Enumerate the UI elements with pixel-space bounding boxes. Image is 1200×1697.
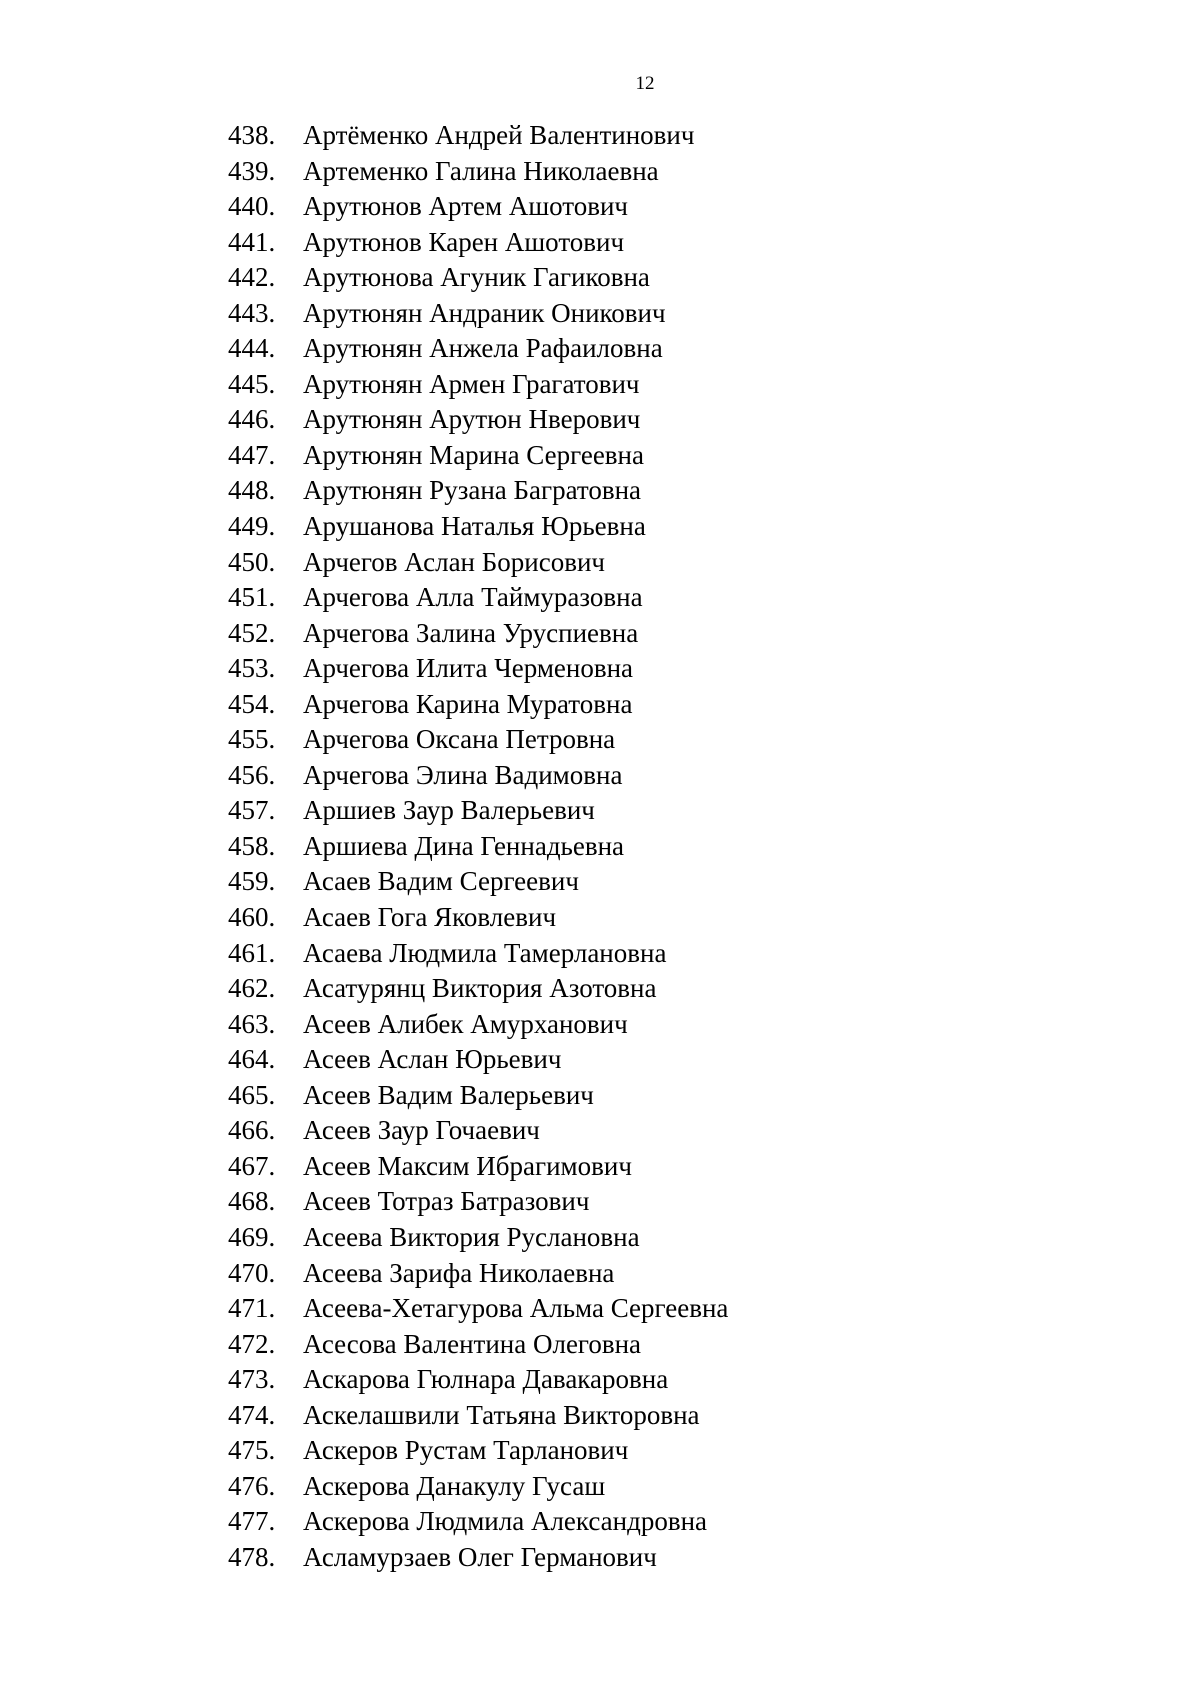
entry-name: Арутюнян Армен Грагатович	[303, 368, 640, 399]
entry-name: Асаев Гога Яковлевич	[303, 902, 557, 933]
entry-number: 459.	[228, 866, 276, 897]
entry-name: Арутюнов Артем Ашотович	[303, 191, 628, 222]
entry-name: Арутюнян Арутюн Нверович	[303, 404, 641, 435]
entry-number: 475.	[228, 1435, 276, 1466]
entry-number: 450.	[228, 546, 276, 577]
entry-number: 454.	[228, 688, 276, 719]
entry-name: Арчегова Залина Уруспиевна	[303, 617, 639, 648]
entry-name: Асеев Вадим Валерьевич	[303, 1079, 594, 1110]
entry-number: 470.	[228, 1257, 276, 1288]
entry-number: 477.	[228, 1506, 276, 1537]
entry-name: Арчегов Аслан Борисович	[303, 546, 605, 577]
entry-number: 441.	[228, 226, 276, 257]
entry-number: 451.	[228, 582, 276, 613]
entry-name: Асламурзаев Олег Германович	[303, 1541, 657, 1572]
entry-name: Артёменко Андрей Валентинович	[303, 120, 695, 150]
entry-number: 467.	[228, 1150, 276, 1181]
entry-name: Асесова Валентина Олеговна	[303, 1328, 642, 1359]
entry-name: Аршиева Дина Геннадьевна	[303, 830, 625, 861]
entry-number: 447.	[228, 439, 276, 470]
entry-name: Асеев Тотраз Батразович	[303, 1186, 590, 1217]
entry-name: Арчегова Алла Таймуразовна	[303, 582, 643, 613]
entry-name: Арутюнян Андраник Оникович	[303, 297, 666, 328]
entry-name: Асеев Алибек Амурханович	[303, 1008, 628, 1039]
entry-name: Арчегова Карина Муратовна	[303, 688, 633, 719]
entry-number: 442.	[228, 262, 276, 293]
entry-name: Арутюнян Марина Сергеевна	[303, 439, 644, 470]
entry-name: Арчегова Илита Черменовна	[303, 653, 634, 684]
entry-name: Арушанова Наталья Юрьевна	[303, 511, 646, 542]
entry-number: 446.	[228, 404, 276, 435]
entry-number: 449.	[228, 511, 276, 542]
entry-name: Аскерова Людмила Александровна	[303, 1506, 708, 1537]
entry-name: Асеева Зарифа Николаевна	[303, 1257, 615, 1288]
entry-name: Асеев Аслан Юрьевич	[303, 1044, 562, 1075]
page-number: 12	[635, 73, 655, 94]
entry-number: 464.	[228, 1044, 276, 1075]
entry-number: 476.	[228, 1470, 276, 1501]
entry-name: Асеев Максим Ибрагимович	[303, 1150, 632, 1181]
entry-number: 463.	[228, 1008, 276, 1039]
entry-number: 474.	[228, 1399, 276, 1430]
entry-number: 448.	[228, 475, 276, 506]
entry-name: Арчегова Элина Вадимовна	[303, 759, 623, 790]
entry-name: Аскарова Гюлнара Давакаровна	[303, 1364, 669, 1395]
entry-name: Аскелашвили Татьяна Викторовна	[303, 1399, 700, 1430]
entry-name: Асеев Заур Гочаевич	[303, 1115, 540, 1146]
entry-number: 478.	[228, 1541, 276, 1572]
entry-number: 472.	[228, 1328, 276, 1359]
entry-number: 468.	[228, 1186, 276, 1217]
entry-number: 453.	[228, 653, 276, 684]
entry-number: 460.	[228, 902, 276, 933]
entry-number: 458.	[228, 830, 276, 861]
entry-name: Асеева-Хетагурова Альма Сергеевна	[303, 1293, 729, 1324]
entry-number: 443.	[228, 297, 276, 328]
entry-number: 462.	[228, 973, 276, 1004]
entry-number: 457.	[228, 795, 276, 826]
entry-number: 438.	[228, 120, 276, 150]
entry-number: 456.	[228, 759, 276, 790]
entry-name: Арутюнян Анжела Рафаиловна	[303, 333, 663, 364]
entry-name: Аскерова Данакулу Гусаш	[303, 1470, 606, 1501]
entry-name: Арутюнова Агуник Гагиковна	[303, 262, 650, 293]
entry-name: Артеменко Галина Николаевна	[303, 155, 659, 186]
entry-number: 455.	[228, 724, 276, 755]
entry-name: Асатурянц Виктория Азотовна	[303, 973, 657, 1004]
entry-name: Арчегова Оксана Петровна	[303, 724, 616, 755]
entry-number: 471.	[228, 1293, 276, 1324]
entry-number: 461.	[228, 937, 276, 968]
entry-name: Арутюнян Рузана Багратовна	[303, 475, 642, 506]
entry-name: Асаев Вадим Сергеевич	[303, 866, 579, 897]
entry-number: 440.	[228, 191, 276, 222]
entry-number: 473.	[228, 1364, 276, 1395]
entry-number: 452.	[228, 617, 276, 648]
entry-name: Арутюнов Карен Ашотович	[303, 226, 625, 257]
entry-number: 465.	[228, 1079, 276, 1110]
entry-number: 439.	[228, 155, 276, 186]
entry-number: 469.	[228, 1221, 276, 1252]
entry-name: Асаева Людмила Тамерлановна	[303, 937, 667, 968]
entry-number: 445.	[228, 368, 276, 399]
entry-name: Аршиев Заур Валерьевич	[303, 795, 595, 826]
entry-name: Асеева Виктория Руслановна	[303, 1221, 640, 1252]
entry-name: Аскеров Рустам Тарланович	[303, 1435, 629, 1466]
entry-number: 444.	[228, 333, 276, 364]
entry-number: 466.	[228, 1115, 276, 1146]
